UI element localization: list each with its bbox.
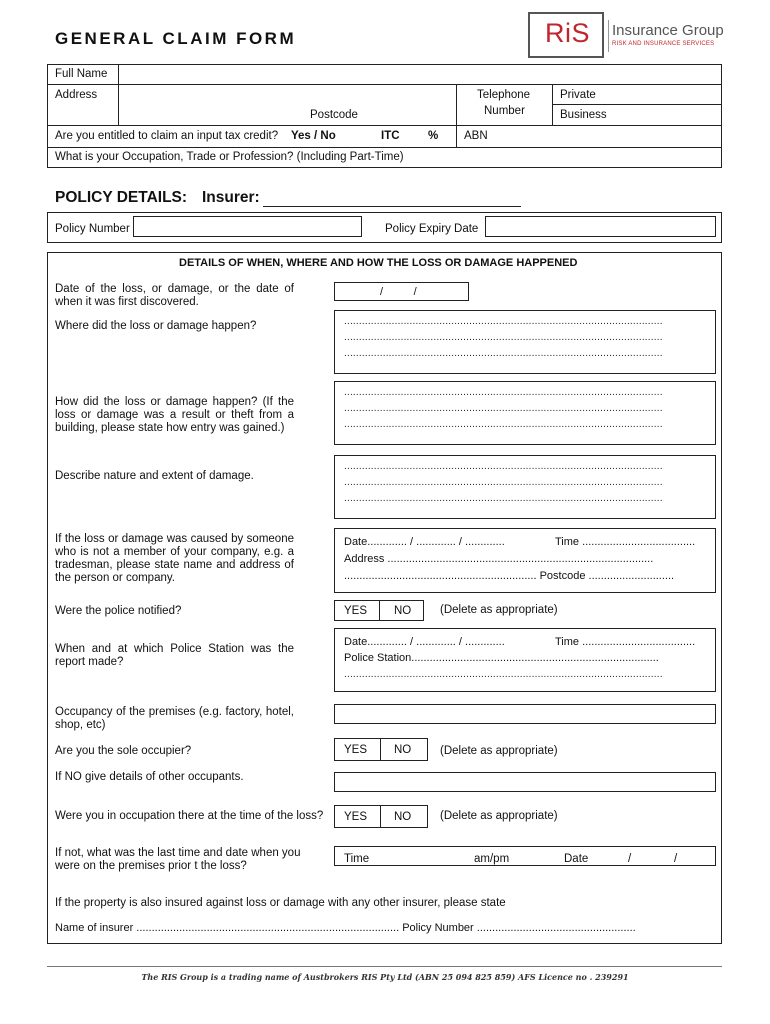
occupation-no-label: NO xyxy=(394,811,412,823)
where-line-3: ........................................................................................................... xyxy=(344,348,663,359)
nature-line-2: ........................................................................................................... xyxy=(344,477,663,488)
postcode-label: Postcode xyxy=(310,109,358,121)
footer-divider xyxy=(47,966,722,967)
logo-divider xyxy=(608,20,609,52)
q-other-occupants: If NO give details of other occupants. xyxy=(55,771,244,783)
where-line-2: ........................................................................................................... xyxy=(344,332,663,343)
nature-line-1: ........................................................................................................... xyxy=(344,461,663,472)
q-other-insurer: If the property is also insured against loss or damage with any other insurer, please state xyxy=(55,897,506,909)
q-last-time: If not, what was the last time and date when you were on the premises prior t the loss? xyxy=(55,847,301,872)
occupation-delete-note: (Delete as appropriate) xyxy=(440,810,558,822)
policy-number-label: Policy Number xyxy=(55,223,130,235)
logo-mark: RiS xyxy=(545,18,591,48)
policy-expiry-label: Policy Expiry Date xyxy=(385,223,479,235)
full-name-label: Full Name xyxy=(55,68,108,80)
caused-time: Time ..................................... xyxy=(555,536,696,548)
itc-percent-input[interactable] xyxy=(403,127,425,145)
address-input[interactable] xyxy=(120,85,454,107)
private-phone-input[interactable] xyxy=(604,85,720,104)
abn-input[interactable] xyxy=(494,127,720,146)
business-phone-input[interactable] xyxy=(612,105,720,124)
full-name-input[interactable] xyxy=(120,65,720,84)
where-line-1: ........................................................................................................... xyxy=(344,316,663,327)
private-phone-label: Private xyxy=(560,89,596,101)
caused-address: Address ....................................................................................... xyxy=(344,553,654,565)
q-sole-occupier: Are you the sole occupier? xyxy=(55,745,192,757)
sole-delete-note: (Delete as appropriate) xyxy=(440,745,558,757)
itc-label: ITC xyxy=(381,130,400,142)
q-police-notified: Were the police notified? xyxy=(55,605,182,617)
q-police-station: When and at which Police Station was the report made? xyxy=(55,643,294,668)
last-time-box[interactable] xyxy=(334,846,716,866)
company-logo xyxy=(528,12,738,62)
last-date-slash-2: / xyxy=(674,853,678,865)
police-delete-note: (Delete as appropriate) xyxy=(440,604,558,616)
insurer-label: Insurer: xyxy=(202,189,260,206)
station-time: Time ..................................... xyxy=(555,636,696,648)
occupancy-input[interactable] xyxy=(334,704,716,724)
telephone-number-label: Number xyxy=(484,105,525,117)
police-yes-label: YES xyxy=(344,605,368,617)
q-nature: Describe nature and extent of damage. xyxy=(55,470,254,482)
how-line-3: ........................................................................................................... xyxy=(344,419,663,430)
date-of-loss-slashes: / / xyxy=(380,286,417,298)
telephone-label: Telephone xyxy=(477,89,531,101)
last-date-slash-1: / xyxy=(628,853,632,865)
other-occupants-input[interactable] xyxy=(334,772,716,792)
q-where: Where did the loss or damage happen? xyxy=(55,320,257,332)
policy-number-input[interactable] xyxy=(133,216,362,237)
caused-postcode: ............................................................... Postcode ............................ xyxy=(344,570,675,582)
insurer-underline xyxy=(263,206,521,207)
caused-date: Date............. / ............. / ............. xyxy=(344,536,505,548)
footer-text: The RIS Group is a trading name of Austbrokers RIS Pty Ltd (ABN 25 094 825 859) AFS Licence no . 239291 xyxy=(141,972,629,982)
policy-details-heading: POLICY DETAILS: xyxy=(55,189,188,206)
nature-line-3: ........................................................................................................... xyxy=(344,493,663,504)
q-date-of-loss: Date of the loss, or damage, or the date of when it was first discovered. xyxy=(55,283,294,308)
policy-expiry-input[interactable] xyxy=(485,216,716,237)
form-title: GENERAL CLAIM FORM xyxy=(55,29,297,48)
last-date-label: Date xyxy=(564,853,589,865)
station-date: Date............. / ............. / ............. xyxy=(344,636,505,648)
occupation-input[interactable] xyxy=(418,148,720,167)
q-how: How did the loss or damage happen? (If the loss or damage was a result or theft from a building, please state how entry was gained.) xyxy=(55,396,294,434)
occupation-yes-label: YES xyxy=(344,811,368,823)
last-time-label: Time xyxy=(344,853,370,865)
q-caused-by: If the loss or damage was caused by someone who is not a member of your company, e.g. a tradesman, please state name and address of the person or company. xyxy=(55,533,294,584)
sole-yes-label: YES xyxy=(344,744,368,756)
police-no-label: NO xyxy=(394,605,412,617)
name-of-insurer-line[interactable]: Name of insurer ...................................................................................... Policy Number .................................................... xyxy=(55,922,636,934)
address-label: Address xyxy=(55,89,98,101)
abn-label: ABN xyxy=(464,130,488,142)
how-line-1: ........................................................................................................... xyxy=(344,387,663,398)
how-line-2: ........................................................................................................... xyxy=(344,403,663,414)
itc-percent-sign: % xyxy=(428,130,439,142)
logo-name: Insurance Group xyxy=(612,22,724,39)
sole-no-label: NO xyxy=(394,744,412,756)
details-heading: DETAILS OF WHEN, WHERE AND HOW THE LOSS OR DAMAGE HAPPENED xyxy=(179,257,578,269)
q-in-occupation: Were you in occupation there at the time of the loss? xyxy=(55,810,324,822)
last-ampm-label: am/pm xyxy=(474,853,510,865)
insurer-input[interactable] xyxy=(265,189,520,205)
tax-credit-question: Are you entitled to claim an input tax credit? xyxy=(55,130,279,142)
tax-credit-yes-no[interactable]: Yes / No xyxy=(291,130,336,142)
business-phone-label: Business xyxy=(560,109,607,121)
station-name: Police Station................................................................................. xyxy=(344,652,659,664)
station-line-3: ........................................................................................................... xyxy=(344,669,663,680)
q-occupancy: Occupancy of the premises (e.g. factory, hotel, shop, etc) xyxy=(55,706,294,731)
logo-tagline: RISK AND INSURANCE SERVICES xyxy=(612,41,715,47)
occupation-question: What is your Occupation, Trade or Profession? (Including Part-Time) xyxy=(55,151,404,163)
